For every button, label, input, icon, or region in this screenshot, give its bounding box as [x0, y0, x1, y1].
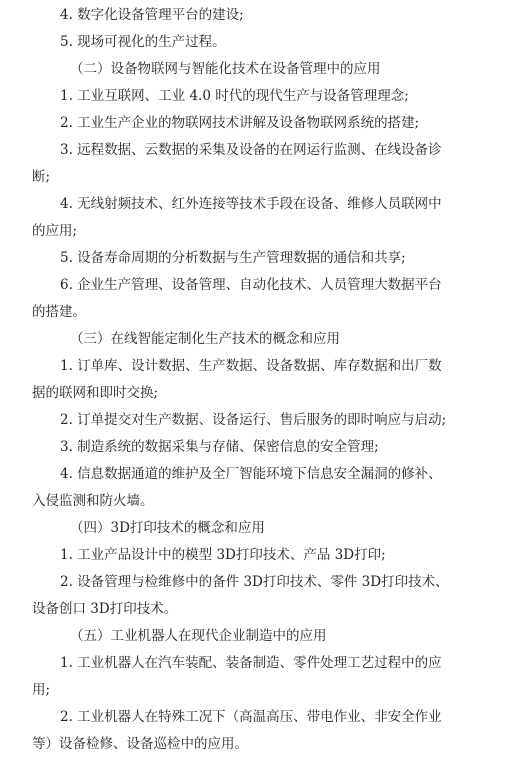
text-line: 的搭建。 — [32, 304, 86, 320]
text-line: 6. 企业生产管理、设备管理、自动化技术、人员管理大数据平台 — [60, 277, 442, 293]
section-heading: （三）在线智能定制化生产技术的概念和应用 — [70, 331, 340, 347]
text-line: 断; — [32, 169, 51, 185]
text-line: 1. 工业机器人在汽车装配、装备制造、零件处理工艺过程中的应 — [60, 655, 442, 671]
text-line: 5. 现场可视化的生产过程。 — [60, 34, 226, 50]
text-line: 5. 设备寿命周期的分析数据与生产管理数据的通信和共享; — [60, 250, 406, 266]
text-line: 4. 数字化设备管理平台的建设; — [60, 7, 244, 23]
text-line: 的应用; — [32, 223, 78, 239]
text-line: 用; — [32, 682, 51, 698]
text-line: 3. 制造系统的数据采集与存储、保密信息的安全管理; — [60, 439, 379, 455]
text-line: 2. 订单提交对生产数据、设备运行、售后服务的即时响应与启动; — [60, 412, 447, 428]
text-line: 入侵监测和防火墙。 — [32, 493, 154, 509]
text-line: 4. 信息数据通道的维护及全厂智能环境下信息安全漏洞的修补、 — [60, 466, 442, 482]
section-heading: （四）3D打印技术的概念和应用 — [70, 520, 265, 536]
text-line: 4. 无线射频技术、红外连接等技术手段在设备、维修人员联网中 — [60, 196, 442, 212]
text-line: 2. 工业机器人在特殊工况下（高温高压、带电作业、非安全作业 — [60, 709, 442, 725]
text-line: 设备创口 3D打印技术。 — [32, 601, 178, 617]
text-line: 2. 设备管理与检维修中的备件 3D打印技术、零件 3D打印技术、 — [60, 574, 449, 590]
text-line: 等）设备检修、设备巡检中的应用。 — [32, 736, 248, 752]
text-line: 3. 远程数据、云数据的采集及设备的在网运行监测、在线设备诊 — [60, 142, 442, 158]
text-line: 1. 订单库、设计数据、生产数据、设备数据、库存数据和出厂数 — [60, 358, 442, 374]
section-heading: （五）工业机器人在现代企业制造中的应用 — [70, 628, 327, 644]
text-line: 据的联网和即时交换; — [32, 385, 159, 401]
text-line: 2. 工业生产企业的物联网技术讲解及设备物联网系统的搭建; — [60, 115, 420, 131]
text-line: 1. 工业产品设计中的模型 3D打印技术、产品 3D打印; — [60, 547, 386, 563]
text-line: 1. 工业互联网、工业 4.0 时代的现代生产与设备管理理念; — [60, 88, 409, 104]
section-heading: （二）设备物联网与智能化技术在设备管理中的应用 — [70, 61, 381, 77]
